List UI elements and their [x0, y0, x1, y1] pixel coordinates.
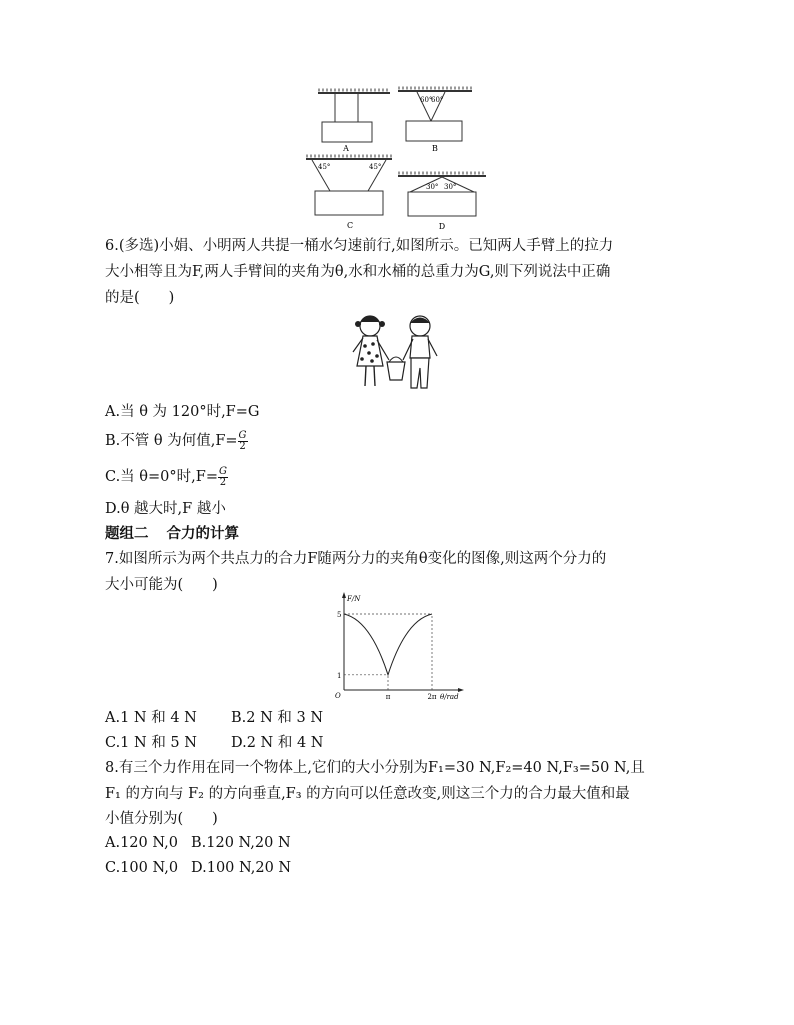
q8-option-c: C.100 N,0 [105, 860, 179, 876]
q8-stem-line2: F₁ 的方向与 F₂ 的方向垂直,F₃ 的方向可以任意改变,则这三个力的合力最大值和最 [105, 786, 630, 802]
q7-stem-line1: 7.如图所示为两个共点力的合力F随两分力的夹角θ变化的图像,则这两个分力的 [105, 551, 607, 567]
q7-options-row1 [105, 708, 323, 728]
figure-label-b: B [432, 144, 438, 153]
resultant-force-curve [344, 614, 432, 675]
fraction-g-over-2 [238, 431, 248, 452]
q6-option-b [105, 428, 248, 454]
y-tick-label: 5 [337, 611, 342, 619]
q8-stem-line3: 小值分别为( ) [105, 811, 218, 827]
q8-stem-line1: 8.有三个力作用在同一个物体上,它们的大小分别为F₁=30 N,F₂=40 N,F₃=50 N,且 [105, 760, 645, 776]
angle-b-right: 60° [431, 96, 444, 104]
q6-stem-line1: 6.(多选)小娟、小明两人共提一桶水匀速前行,如图所示。已知两人手臂上的拉力 [105, 238, 614, 254]
figure-label-c: C [346, 221, 354, 230]
y-axis-label: F/N [347, 595, 361, 603]
fraction-numerator: G [218, 465, 227, 477]
figure-c [306, 156, 392, 230]
origin-label: O [335, 692, 341, 700]
angle-c-left: 45° [318, 163, 331, 171]
q7-option-d: D.2 N 和 4 N [231, 735, 324, 751]
fraction-denominator: 2 [219, 476, 227, 488]
fraction-g-over-2 [218, 467, 228, 488]
x-axis-label: θ/rad [440, 693, 459, 701]
suspension-figure [300, 85, 500, 235]
q7-stem-line2: 大小可能为( ) [105, 577, 218, 593]
q6-stem-line2: 大小相等且为F,两人手臂间的夹角为θ,水和水桶的总重力为G,则下列说法中正确 [105, 264, 611, 280]
q6-option-c-text: C.当 θ=0°时,F= [105, 469, 218, 485]
x-axis-arrow [458, 688, 464, 692]
fraction-numerator: G [238, 429, 247, 441]
angle-b-left: 60° [420, 96, 433, 104]
q6-option-a: A.当 θ 为 120°时,F=G [105, 404, 260, 420]
figure-d [398, 173, 486, 231]
fraction-denominator: 2 [239, 440, 246, 452]
q6-option-d: D.θ 越大时,F 越小 [105, 501, 226, 517]
q7-options-row2 [105, 733, 323, 753]
q6-option-b-text: B.不管 θ 为何值,F= [105, 433, 238, 449]
section-heading [105, 524, 239, 544]
force-angle-chart [330, 592, 470, 704]
x-tick-label: π [385, 693, 391, 701]
q7-option-c: C.1 N 和 5 N [105, 735, 197, 751]
q6-stem-line3: 的是( ) [105, 290, 175, 306]
figure-b [398, 88, 472, 153]
figure-a [318, 90, 390, 153]
q8-option-d: D.100 N,20 N [191, 860, 292, 876]
q8-options-row2 [105, 858, 291, 878]
q6-option-c [105, 464, 228, 490]
q8-option-b: B.120 N,20 N [191, 835, 291, 851]
y-axis-arrow [342, 592, 346, 598]
angle-c-right: 45° [369, 163, 382, 171]
angle-d-left: 30° [426, 183, 439, 191]
figure-label-a: A [343, 144, 349, 153]
x-tick-label: 2π [427, 693, 437, 701]
q7-option-b: B.2 N 和 3 N [231, 710, 324, 726]
children-carrying-bucket-illustration [345, 306, 445, 394]
figure-label-d: D [438, 222, 446, 231]
y-tick-label: 1 [337, 671, 342, 680]
q7-option-a: A.1 N 和 4 N [105, 710, 197, 726]
q8-option-a: A.120 N,0 [105, 835, 178, 851]
angle-d-right: 30° [444, 183, 457, 191]
section-title: 合力的计算 [166, 525, 239, 542]
q8-options-row1 [105, 833, 291, 853]
section-label: 题组二 [105, 525, 149, 542]
